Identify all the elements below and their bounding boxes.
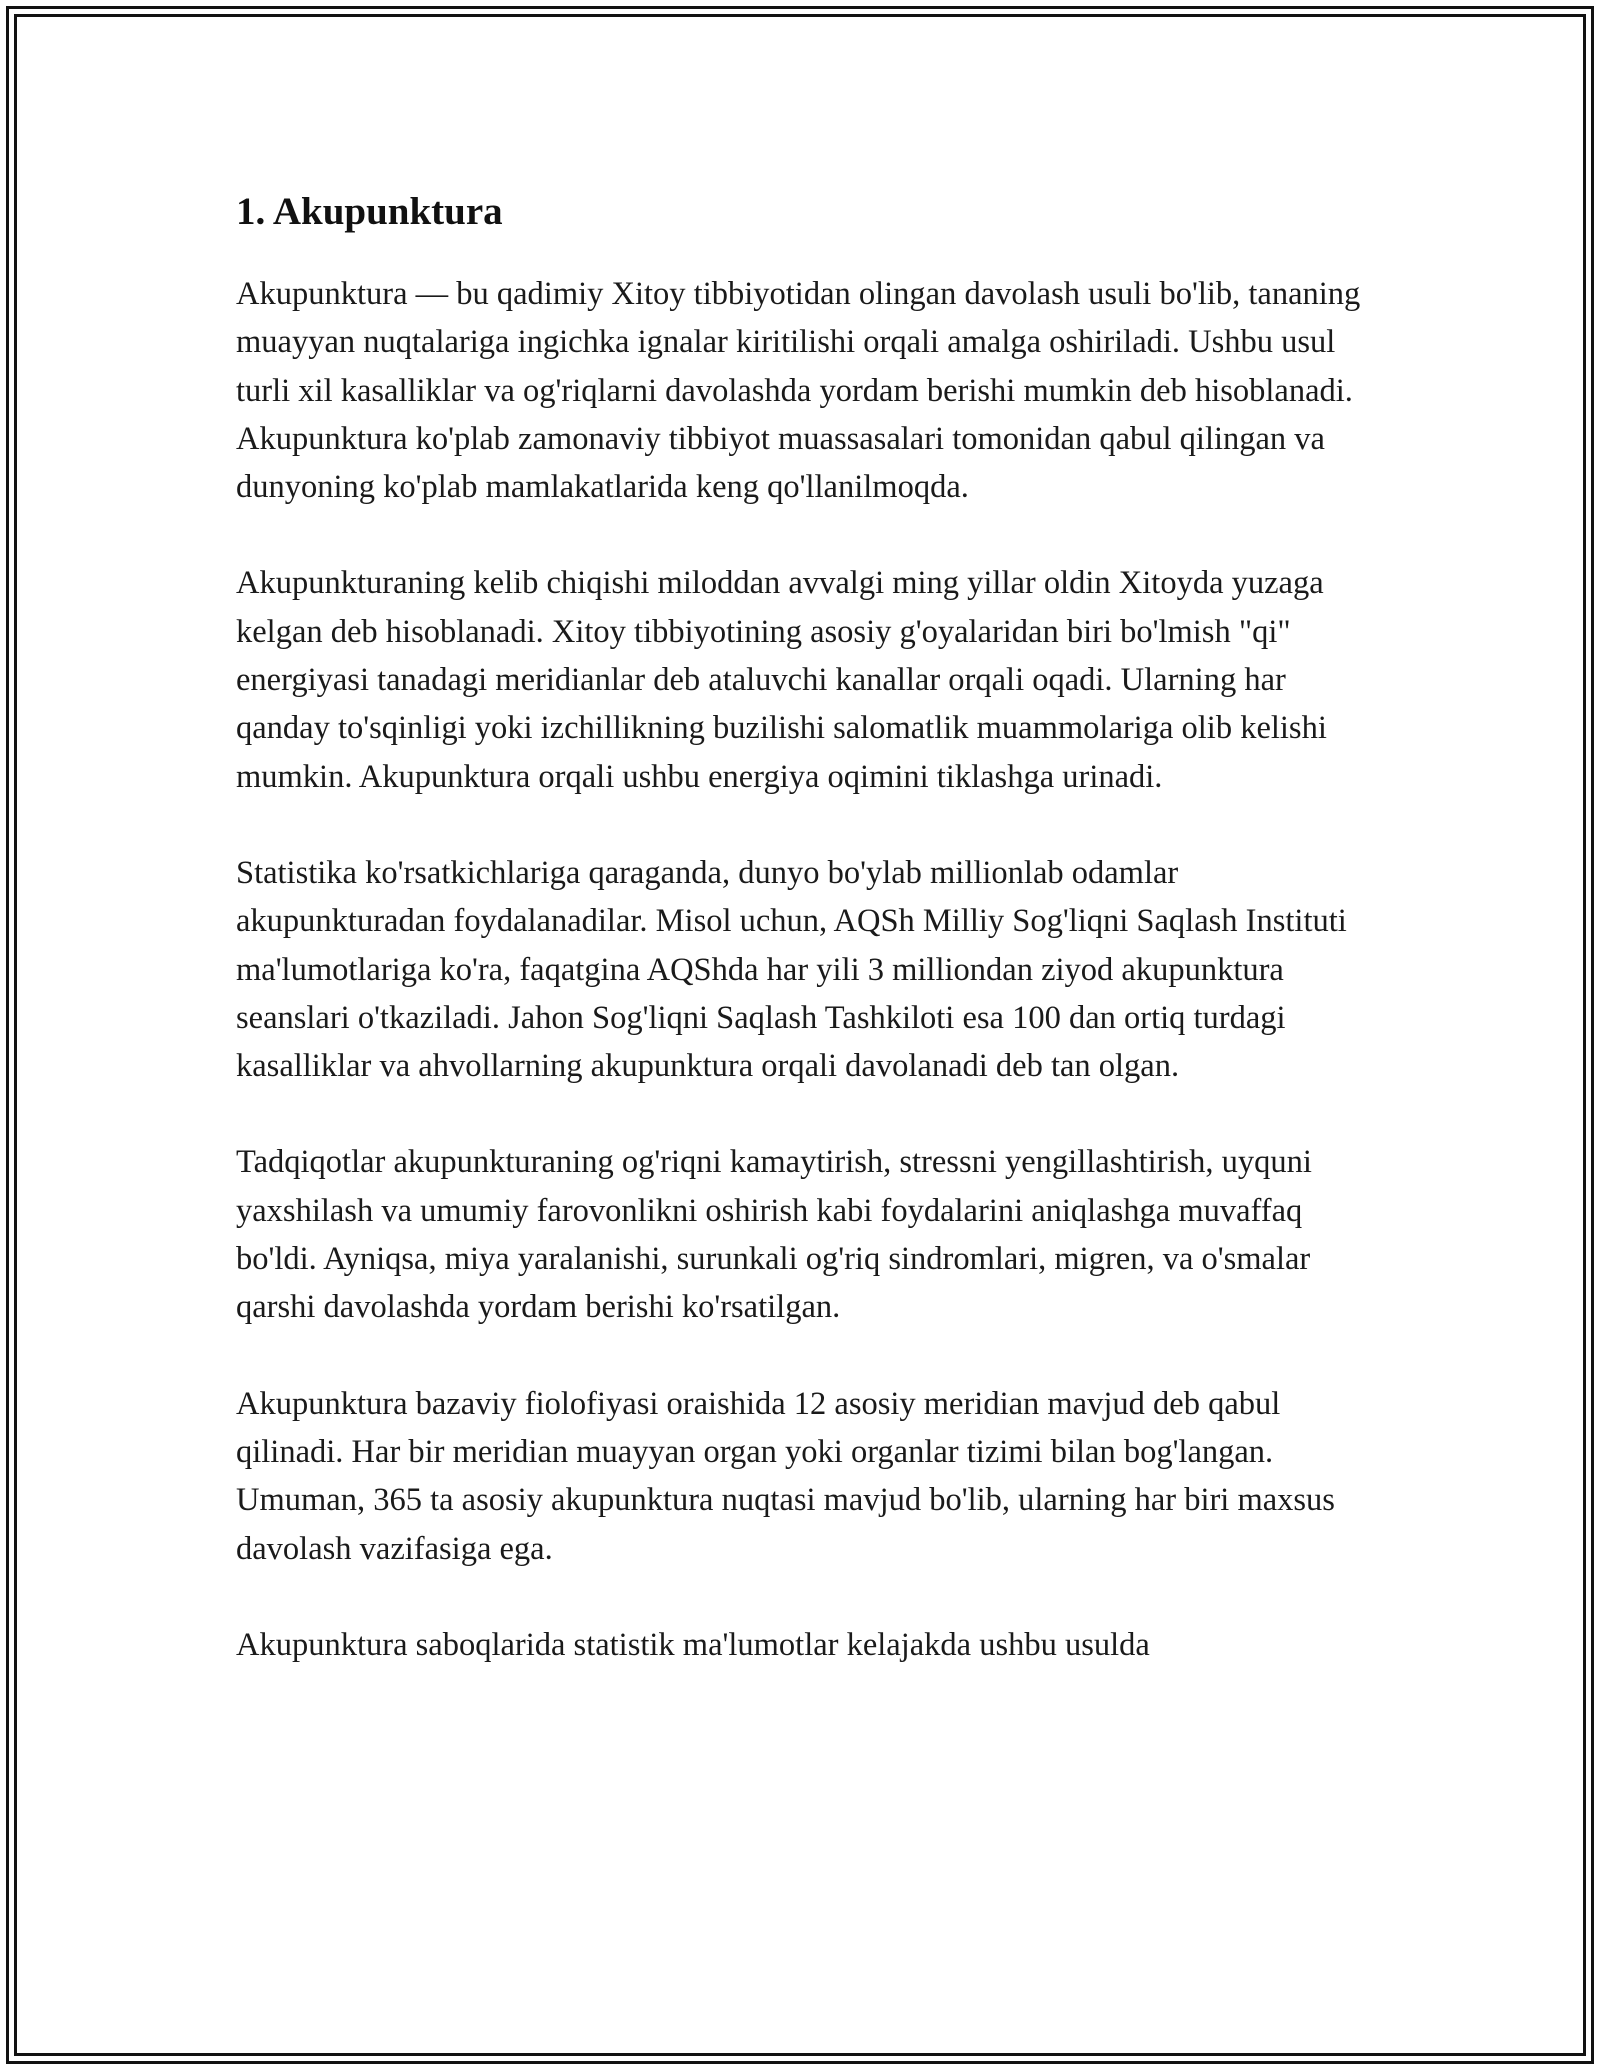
- paragraph-statistics: Statistika ko'rsatkichlariga qaraganda, dunyo bo'ylab millionlab odamlar akupunkturadan foydalanadilar. Misol uchun, AQSh Milliy Sog'liqni Saqlash Instituti ma'lumotlariga ko'ra, faqatgina AQShda har yili 3 milliondan ziyod akupunktura seanslari o'tkaziladi. Jahon Sog'liqni Saqlash Tashkiloti esa 100 dan ortiq turdagi kasalliklar va ahvollarning akupunktura orqali davolanadi deb tan olgan.: [236, 854, 1347, 1085]
- paragraph-research: Tadqiqotlar akupunkturaning og'riqni kamaytirish, stressni yengillashtirish, uyquni yaxshilash va umumiy farovonlikni oshirish kabi foydalarini aniqlashga muvaffaq bo'ldi. Ayniqsa, miya yaralanishi, surunkali og'riq sindromlari, migren, va o'smalar qarshi davolashda yordam berishi ko'rsatilgan.: [236, 1144, 1312, 1326]
- paragraph-continuation: Akupunktura saboqlarida statistik ma'lumotlar kelajakda ushbu usulda: [236, 1626, 1150, 1663]
- document-body: [236, 186, 1366, 1717]
- paragraph-meridians: Akupunktura bazaviy fiolofiyasi oraishida 12 asosiy meridian mavjud deb qabul qilinadi. Har bir meridian muayyan organ yoki organlar tizimi bilan bog'langan. Umuman, 365 ta asosiy akupunktura nuqtasi mavjud bo'lib, ularning har biri maxsus davolash vazifasiga ega.: [236, 1385, 1335, 1567]
- paragraph-origin: Akupunkturaning kelib chiqishi miloddan avvalgi ming yillar oldin Xitoyda yuzaga kelgan deb hisoblanadi. Xitoy tibbiyotining asosiy g'oyalaridan biri bo'lmish "qi" energiyasi tanadagi meridianlar deb ataluvchi kanallar orqali oqadi. Ularning har qanday to'sqinligi yoki izchillikning buzilishi salomatlik muammolariga olib kelishi mumkin. Akupunktura orqali ushbu energiya oqimini tiklashga urinadi.: [236, 565, 1327, 795]
- section-heading: 1. Akupunktura: [236, 190, 503, 233]
- paragraph-intro: Akupunktura — bu qadimiy Xitoy tibbiyotidan olingan davolash usuli bo'lib, tananing muayyan nuqtalariga ingichka ignalar kiritilishi orqali amalga oshiriladi. Ushbu usul turli xil kasalliklar va og'riqlarni davolashda yordam berishi mumkin deb hisoblanadi. Akupunktura ko'plab zamonaviy tibbiyot muassasalari tomonidan qabul qilingan va dunyoning ko'plab mamlakatlarida keng qo'llanilmoqda.: [236, 276, 1361, 506]
